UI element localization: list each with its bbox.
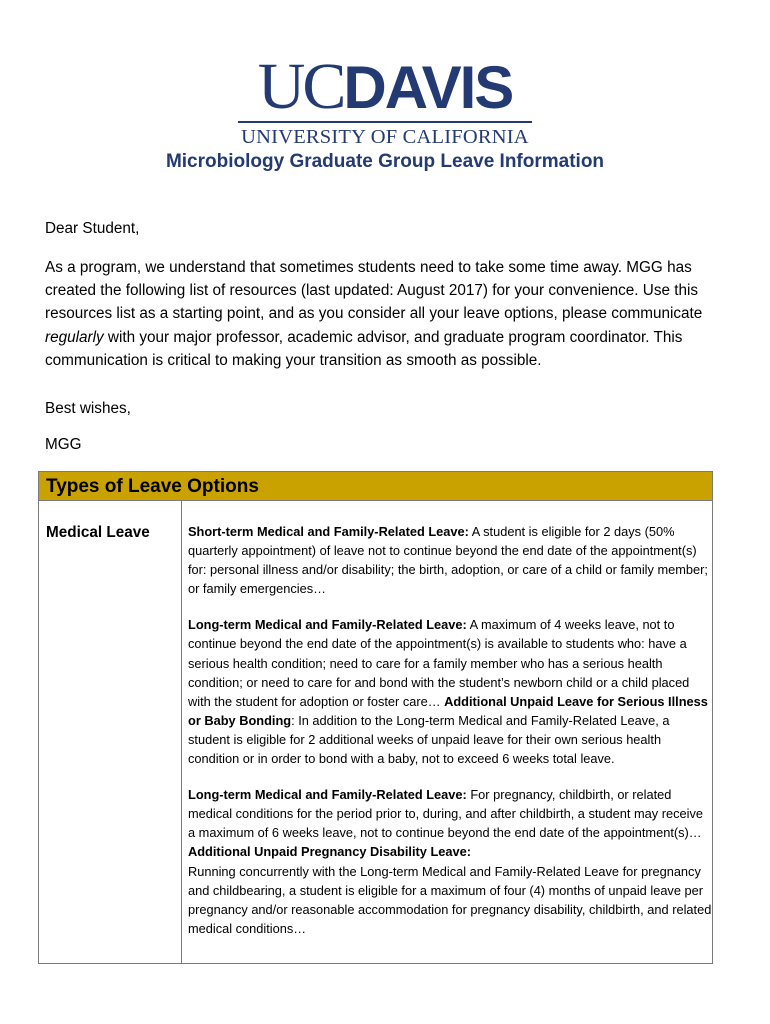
- entry-subtext: Running concurrently with the Long-term Medical and Family-Related Leave for pregnancy and childbearing, a student is eligible for a maximum of four (4) months of unpaid leave per pregnancy and/or reasonable accommodation for pregnancy disability, childbirth, and related medical conditions…: [188, 863, 712, 936]
- page-title: Microbiology Graduate Group Leave Information: [165, 151, 605, 172]
- entry-text: For pregnancy, childbirth, or related medical conditions for the period prior to, during, and after childbirth, a student may receive a maximum of 6 weeks leave, not to continue beyond the end date of the appointment(s)…: [188, 787, 703, 841]
- medical-leave-details: [188, 522, 712, 955]
- table-header: Types of Leave Options: [39, 472, 712, 501]
- entry-heading: Long-term Medical and Family-Related Leave:: [188, 617, 467, 633]
- leave-entry-pregnancy: [188, 785, 712, 938]
- logo-davis: DAVIS: [343, 54, 513, 121]
- intro-text-start: As a program, we understand that sometimes students need to take some time away. MGG has created the following list of resources (last updated: August 2017) for your convenience. Use this resources list as a starting point, and as you consider all your leave options, please communicate: [45, 259, 703, 323]
- leave-entry-short-term: [188, 522, 712, 598]
- entry-text: A maximum of 4 weeks leave, not to continue beyond the end date of the appointment(s) is available to students who: have a serious health condition; need to care for a family member who has a serious health condition; or need to care for and bond with the student’s newborn child or a child placed with the student for adoption or foster care…: [188, 617, 690, 709]
- entry-heading: Short-term Medical and Family-Related Leave:: [188, 524, 469, 539]
- entry-text: A student is eligible for 2 days (50% quarterly appointment) of leave not to continue beyond the end date of the appointment(s) for: personal illness and/or disability; the birth, adoption, or care of a child or family member; or family emergencies…: [188, 524, 708, 597]
- greeting: Dear Student,: [45, 220, 140, 237]
- intro-text-end: with your major professor, academic advisor, and graduate program coordinator. This communication is critical to making your transition as smooth as possible.: [45, 328, 683, 369]
- signature: MGG: [45, 436, 82, 453]
- leave-entry-long-term: [188, 615, 712, 768]
- logo-subtitle: UNIVERSITY OF CALIFORNIA: [241, 126, 529, 148]
- entry-heading: Long-term Medical and Family-Related Leave:: [188, 787, 467, 803]
- logo-uc: UC: [257, 50, 344, 123]
- column-divider: [181, 501, 182, 963]
- intro-emphasis: regularly: [45, 328, 104, 346]
- entry-subheading: Additional Unpaid Leave for Serious Illness or Baby Bonding: [188, 693, 708, 728]
- uc-davis-logo: [234, 50, 536, 149]
- logo-wordmark: [234, 50, 536, 123]
- leave-options-table: [38, 471, 713, 964]
- entry-subheading: Additional Unpaid Pregnancy Disability Leave:: [188, 844, 472, 860]
- entry-subtext: : In addition to the Long-term Medical and Family-Related Leave, a student is eligible for 2 additional weeks of unpaid leave for their own serious health condition or in order to bond with a baby, not to exceed 6 weeks total leave.: [188, 712, 670, 767]
- closing: Best wishes,: [45, 400, 131, 417]
- intro-paragraph: [45, 256, 725, 372]
- row-label-medical-leave: Medical Leave: [46, 524, 150, 541]
